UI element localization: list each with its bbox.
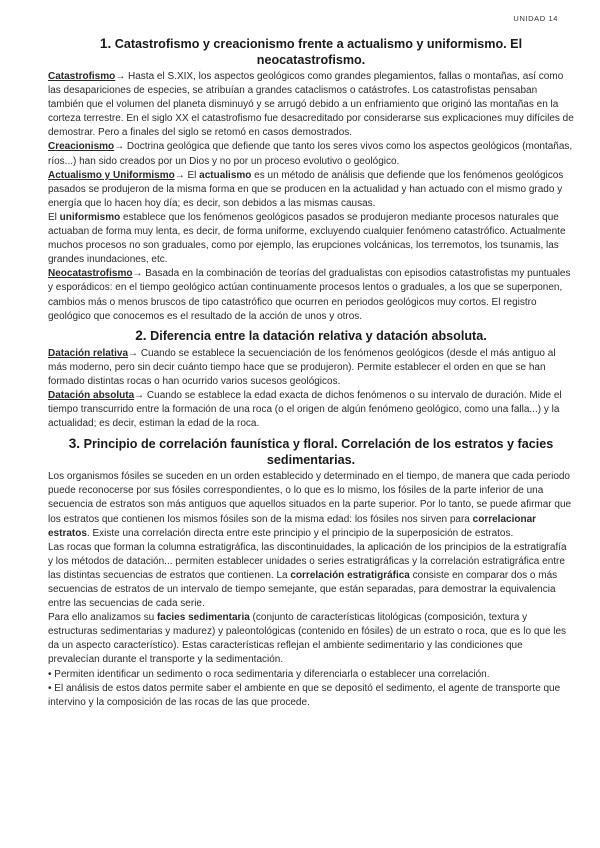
paragraph-correlacion-fosiles bbox=[48, 470, 574, 540]
section-2-number: 2. bbox=[135, 327, 147, 343]
text-actualismo-b: es un método de análisis que defiende que los fenómenos geológicos pasados se produjeron de la misma forma en que se producen en la actualidad y han actuado con el mismo grado y energía que lo hacen hoy día; es decir, son debidos a las mismas causas. bbox=[48, 169, 564, 209]
bullet-analisis: • El análisis de estos datos permite saber el ambiente en que se depositó el sedimento, el agente de transporte que intervino y la composición de las rocas de las que procede. bbox=[48, 682, 561, 708]
document-body bbox=[48, 36, 574, 710]
section-1-title: Catastrofismo y creacionismo frente a actualismo y uniformismo. El neocatastrofismo. bbox=[114, 37, 523, 67]
section-3-heading bbox=[48, 436, 574, 468]
text-datacion-absoluta: → Cuando se establece la edad exacta de dichos fenómenos o su intervalo de duración. Mide el tiempo transcurrido entre la formación de una roca (o el origen de algún fenómeno geológico, como una falla...) y la actualidad; es decir, estiman la edad de la roca. bbox=[48, 389, 562, 430]
paragraph-creacionismo bbox=[48, 140, 574, 168]
text-catastrofismo: → Hasta el S.XIX, los aspectos geológicos como grandes plegamientos, fallas o montañas, así como las desapariciones de especies, se atribuían a grandes cataclismos o catástrofes. Los catastrofistas pensaban también que el volumen del planeta disminuyó y se arrugó debido a un enfriamiento que originó las montañas en la corteza terrestre. En el siglo XX el catastrofismo fue desacreditado por considerarse sus explicaciones muy difíciles de demostrar. Pero a finales del siglo se retomó en casos demostrados. bbox=[48, 71, 574, 139]
term-actualismo: Actualismo y Uniformismo bbox=[48, 169, 175, 181]
paragraph-catastrofismo bbox=[48, 70, 574, 140]
paragraph-datacion-absoluta bbox=[48, 389, 574, 431]
text-uniformismo-a: El bbox=[48, 211, 60, 223]
text-p1-a: Los organismos fósiles se suceden en un orden establecido y determinado en el tiempo, de manera que cada periodo puede reconocerse por sus fósiles correspondientes, o lo que es lo mismo, los fósiles de la parte inferior de una secuencia de estratos son más antiguos que aquellos situados en la parte superior. Por lo tanto, se puede afirmar que los estratos que contienen los mismos fósiles son de la misma edad: los fósiles nos sirven para bbox=[48, 471, 572, 525]
term-creacionismo: Creacionismo bbox=[48, 141, 115, 153]
bold-actualismo: actualismo bbox=[199, 169, 252, 181]
paragraph-correlacion-estratigrafica bbox=[48, 541, 574, 611]
paragraph-facies bbox=[48, 611, 574, 667]
bold-correlacionar-estratos: correlacionar estratos bbox=[48, 513, 537, 539]
text-actualismo-a: → El bbox=[174, 169, 200, 181]
bold-correlacion-estratigrafica: correlación estratigráfica bbox=[290, 569, 410, 581]
section-2-heading bbox=[48, 328, 574, 344]
section-1-heading bbox=[48, 36, 574, 68]
term-catastrofismo: Catastrofismo bbox=[48, 71, 116, 82]
term-neocatastrofismo: Neocatastrofismo bbox=[48, 268, 133, 280]
term-datacion-absoluta: Datación absoluta bbox=[48, 389, 135, 401]
section-2-title: Diferencia entre la datación relativa y datación absoluta. bbox=[150, 328, 487, 343]
text-uniformismo-b: establece que los fenómenos geológicos pasados se produjeron mediante procesos naturales que actuaban de forma muy lenta, es decir, de forma uniforme, excluyendo cualquier fenómeno catastrófico. Actualmente muchos procesos no son graduales, como por ejemplo, las erupciones volcánicas, los terremotos, los tsunamis, las grandes inundaciones, etc. bbox=[48, 211, 566, 266]
section-3-number: 3. bbox=[68, 436, 81, 452]
paragraph-datacion-relativa bbox=[48, 347, 574, 389]
bold-facies-sedimentaria: facies sedimentaria bbox=[156, 612, 250, 624]
text-p3-b: (conjunto de características litológicas (composición, textura y estructuras sedimentarias y madurez) y paleontológicas (contenido en fósiles) de un estrato o roca, que es lo que les da un aspecto característico). Estas características reflejan el ambiente sedimentario y las condiciones que prevalecían durante el transporte y la sedimentación. bbox=[48, 612, 567, 666]
text-p2-a: Las rocas que forman la columna estratigráfica, las discontinuidades, la aplicación de los principios de la estratigrafía y los métodos de datación... permiten establecer unidades o series estratigráficas y la correlación estratigráfica entre las distintas secuencias de estratos que contienen. La bbox=[48, 541, 567, 581]
text-creacionismo: → Doctrina geológica que defiende que tanto los seres vivos como los aspectos geológicos (montañas, ríos...) han sido creados por un Dios y no por un proceso evolutivo o geológico. bbox=[48, 141, 573, 167]
bold-uniformismo: uniformismo bbox=[59, 211, 121, 223]
text-p2-b: consiste en comparar dos o más secuencias de estratos de un intervalo de tiempo semejante, que están separadas, para demostrar la equivalencia entre las secuencias de cada serie. bbox=[48, 569, 558, 610]
text-neocatastrofismo: → Basada en la combinación de teorías del gradualistas con episodios catastrofistas my puntuales y esporádicos: en el tiempo geológico actúan continuamente procesos lentos o graduales, a los que se superponen, cambios más o menos bruscos de tipo catastrófico que ocurren en periodos geológicos muy cortos. El registro geológico que conocemos es el resultado de la acción de unos y otros. bbox=[48, 268, 571, 322]
text-p1-b: . Existe una correlación directa entre este principio y el principio de la superposición de estratos. bbox=[86, 527, 514, 539]
paragraph-uniformismo bbox=[48, 211, 574, 267]
term-datacion-relativa: Datación relativa bbox=[48, 347, 129, 359]
unit-label: UNIDAD 14 bbox=[513, 14, 558, 23]
paragraph-actualismo bbox=[48, 169, 574, 211]
text-p3-a: Para ello analizamos su bbox=[48, 612, 157, 624]
text-datacion-relativa: → Cuando se establece la secuenciación de los fenómenos geológicos (desde el más antiguo al más moderno, pero sin decir cuánto tiempo hace que se produjeron). Permite establecer el orden en que se han formado distintas rocas o han ocurrido varios sucesos geológicos. bbox=[48, 347, 556, 387]
section-3-title: Principio de correlación faunística y floral. Correlación de los estratos y facies sedimentarias. bbox=[83, 437, 554, 468]
paragraph-neocatastrofismo bbox=[48, 267, 574, 323]
bullet-identificar: • Permiten identificar un sedimento o roca sedimentaria y diferenciarla o establecer una correlación. bbox=[48, 668, 490, 680]
section-1-number: 1. bbox=[99, 36, 112, 51]
